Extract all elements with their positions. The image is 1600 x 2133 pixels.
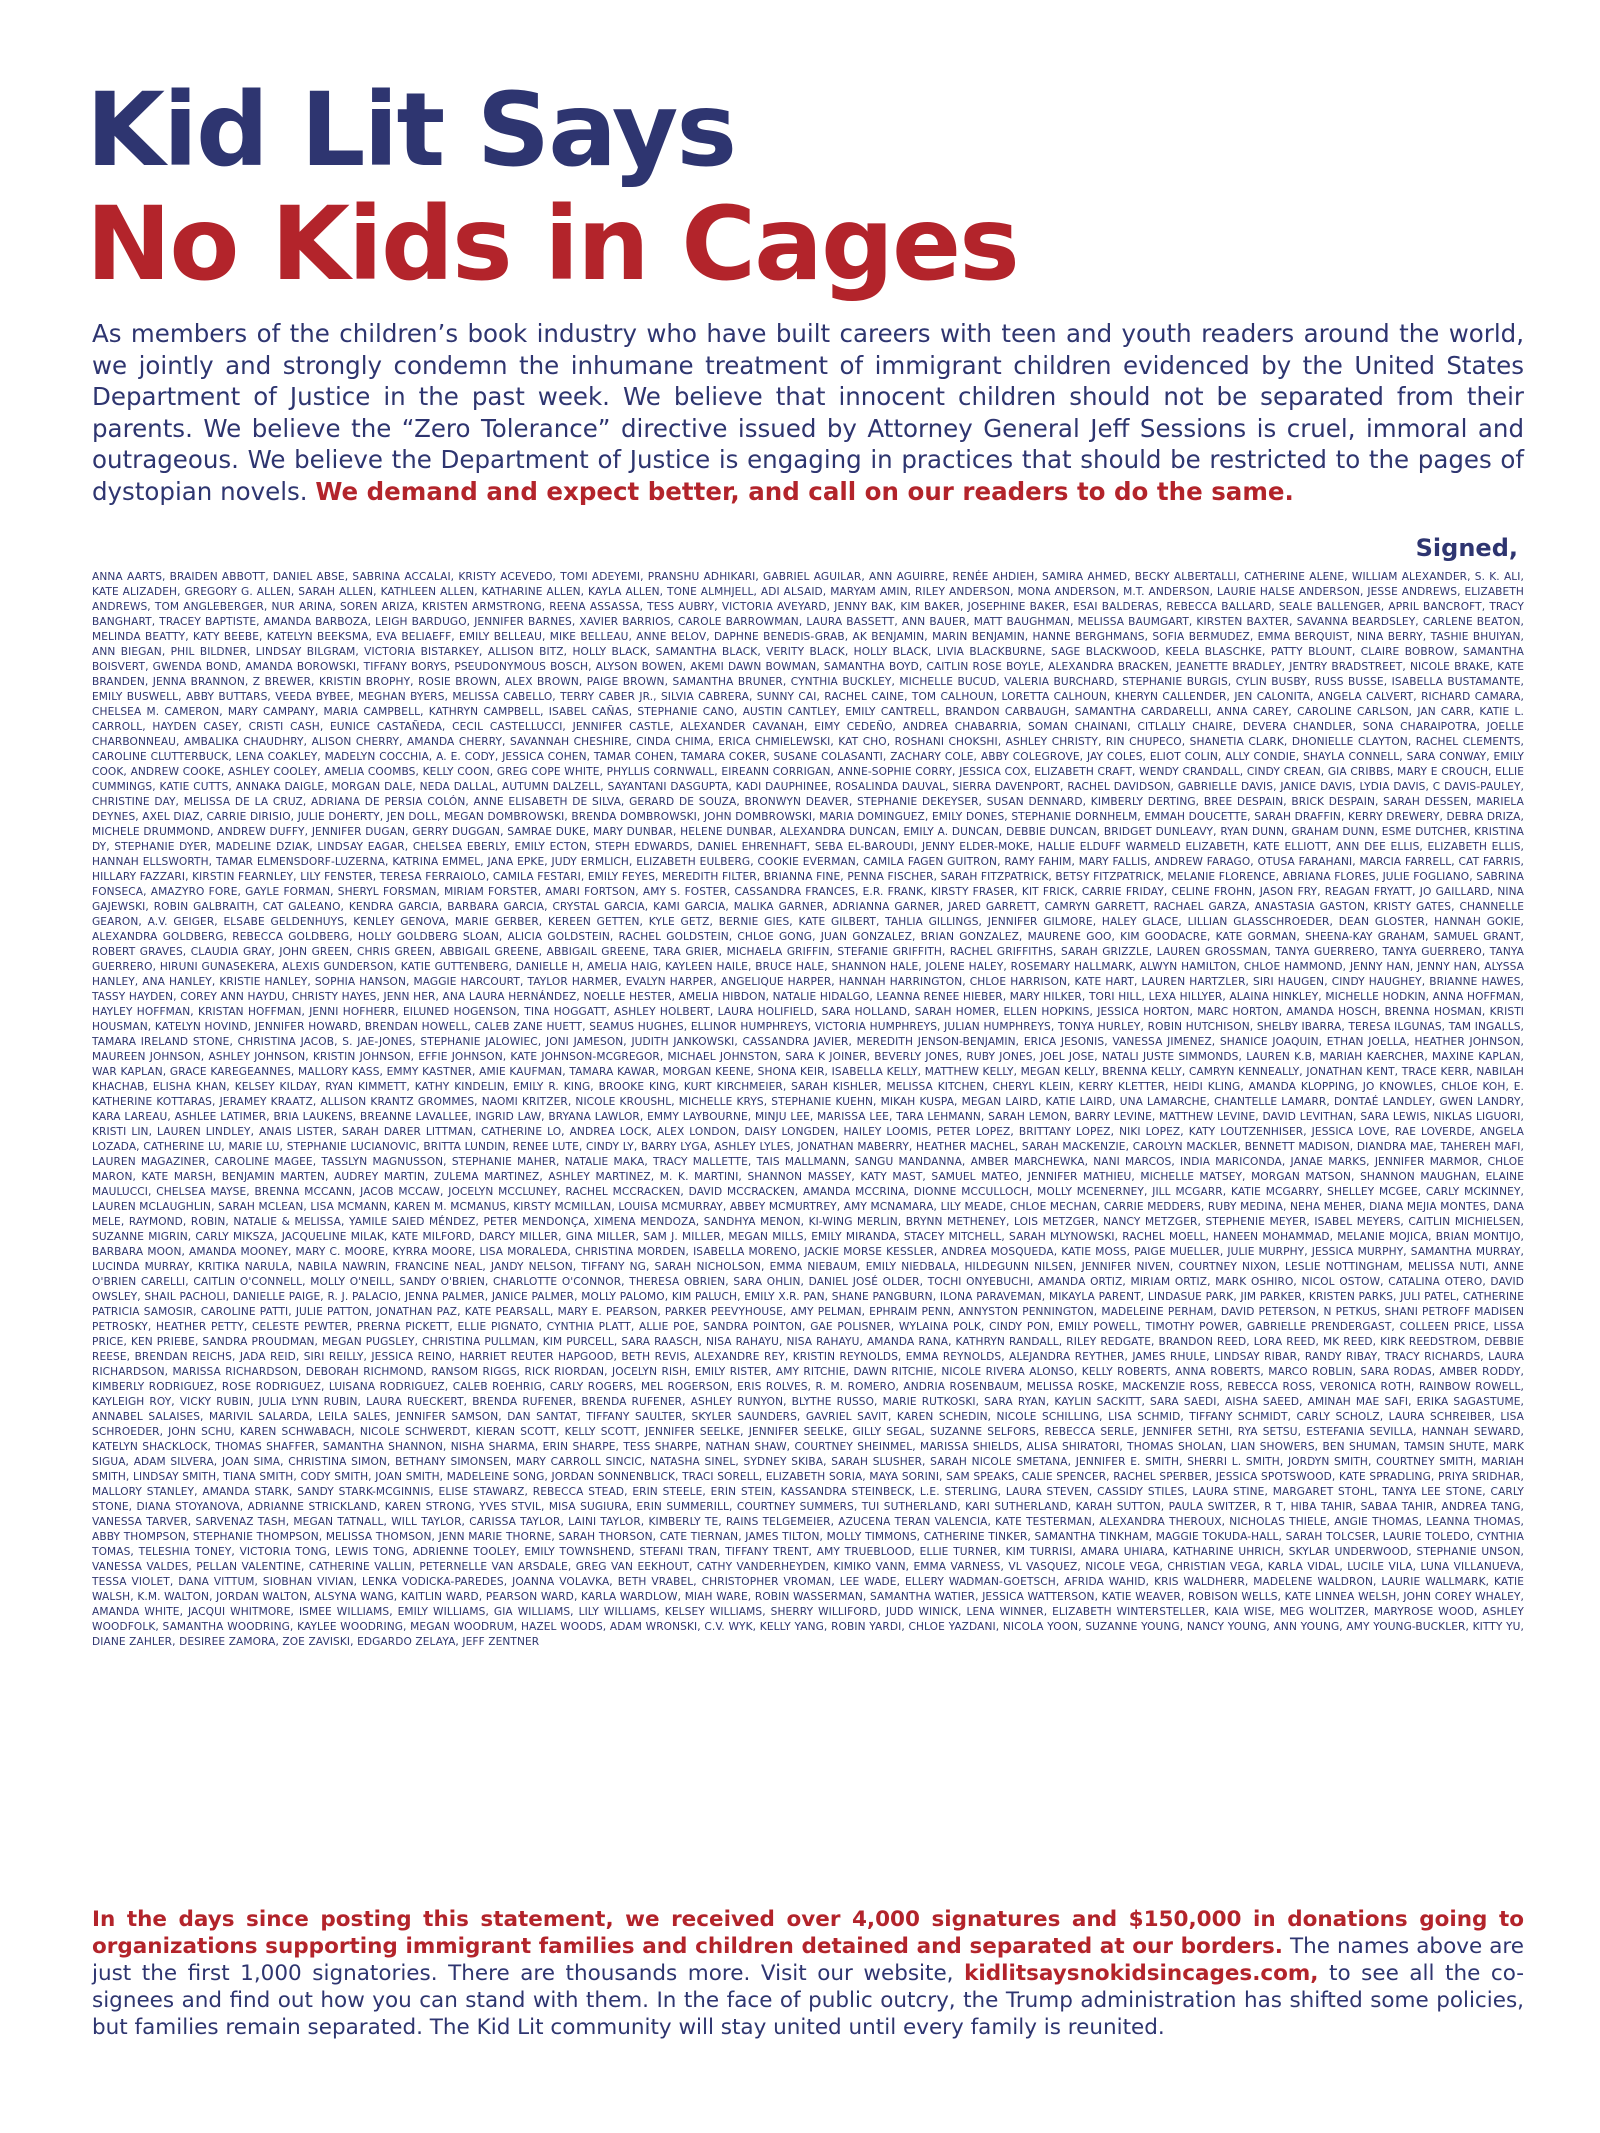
closing-statement [92,1906,1524,2041]
intro-emphasis: We demand and expect better, and call on our readers to do the same. [315,476,1294,506]
closing-text-2: to see all the co-signees and find out how you can stand with them. In the face of public outcry, the Trump administration has shifted some policies, but families remain separated. The Kid Lit community will stay united until every family is reunited. [92,1961,1524,2040]
signed-label: Signed, [1415,534,1518,562]
closing-text-1: The names above are just the first 1,000 signatories. There are thousands more. Visit our website, [92,1934,1524,1986]
intro-text: As members of the children’s book industry who have built careers with teen and youth readers around the world, we jointly and strongly condemn the inhumane treatment of immigrant children evidenced by the United States Department of Justice in the past week. We believe that innocent children should not be separated from their parents. We believe the “Zero Tolerance” directive issued by Attorney General Jeff Sessions is cruel, immoral and outrageous. We believe the Department of Justice is engaging in practices that should be restricted to the pages of dystopian novels. [92,319,1524,506]
closing-emphasis: In the days since posting this statement, we received over 4,000 signatures and $150,000 in donations going to organizations supporting immigrant families and children detained and separated at our borders. [92,1907,1524,1959]
intro-statement [92,318,1524,507]
signatory-list: ANNA AARTS, BRAIDEN ABBOTT, DANIEL ABSE, SABRINA ACCALAI, KRISTY ACEVEDO, TOMI ADEYEMI, PRANSHU ADHIKARI, GABRIEL AGUILAR, ANN AGUIRRE, RENÉE AHDIEH, SAMIRA AHMED, BECKY ALBERTALLI, CATHERINE ALENE, WILLIAM ALEXANDER, S. K. ALI, KATE ALIZADEH, GREGORY G. ALLEN, SARAH ALLEN, KATHLEEN ALLEN, KATHARINE ALLEN, KAYLA ALLEN, TONE ALMHJELL, ADI ALSAID, MARYAM AMIN, RILEY ANDERSON, MONA ANDERSON, M.T. ANDERSON, LAURIE HALSE ANDERSON, JESSE ANDREWS, ELIZABETH ANDREWS, TOM ANGLEBERGER, NUR ARINA, SOREN ARIZA, KRISTEN ARMSTRONG, REENA ASSASSA, TESS AUBRY, VICTORIA AVEYARD, JENNY BAK, KIM BAKER, JOSEPHINE BAKER, ESAI BALDERAS, REBECCA BALLARD, SEALE BALLENGER, APRIL BANCROFT, TRACY BANGHART, TRACEY BAPTISTE, AMANDA BARBOZA, LEIGH BARDUGO, JENNIFER BARNES, XAVIER BARRIOS, CAROLE BARROWMAN, LAURA BASSETT, ANN BAUER, MATT BAUGHMAN, MELISSA BAUMGART, KIRSTEN BAXTER, SAVANNA BEARDSLEY, CARLENE BEATON, MELINDA BEATTY, KATY BEEBE, KATELYN BEEKSMA, EVA BELIAEFF, EMILY BELLEAU, MIKE BELLEAU, ANNE BELOV, DAPHNE BENEDIS-GRAB, AK BENJAMIN, MARIN BENJAMIN, HANNE BERGHMANS, SOFIA BERMUDEZ, EMMA BERQUIST, NINA BERRY, TASHIE BHUIYAN, ANN BIEGAN, PHIL BILDNER, LINDSAY BILGRAM, VICTORIA BISTARKEY, ALLISON BITZ, HOLLY BLACK, SAMANTHA BLACK, VERITY BLACK, HOLLY BLACK, LIVIA BLACKBURNE, SAGE BLACKWOOD, KEELA BLASCHKE, PATTY BLOUNT, CLAIRE BOBROW, SAMANTHA BOISVERT, GWENDA BOND, AMANDA BOROWSKI, TIFFANY BORYS, PSEUDONYMOUS BOSCH, ALYSON BOWEN, AKEMI DAWN BOWMAN, SAMANTHA BOYD, CAITLIN ROSE BOYLE, ALEXANDRA BRACKEN, JEANETTE BRADLEY, JENTRY BRADSTREET, NICOLE BRAKE, KATE BRANDEN, JENNA BRANNON, Z BREWER, KRISTIN BROPHY, ROSIE BROWN, ALEX BROWN, PAIGE BROWN, SAMANTHA BRUNER, CYNTHIA BUCKLEY, MICHELLE BUCUD, VALERIA BURCHARD, STEPHANIE BURGIS, CYLIN BUSBY, RUSS BUSSE, ISABELLA BUSTAMANTE, EMILY BUSWELL, ABBY BUTTARS, VEEDA BYBEE, MEGHAN BYERS, MELISSA CABELLO, TERRY CABER JR., SILVIA CABRERA, SUNNY CAI, RACHEL CAINE, TOM CALHOUN, LORETTA CALHOUN, KHERYN CALLENDER, JEN CALONITA, ANGELA CALVERT, RICHARD CAMARA, CHELSEA M. CAMERON, MARY CAMPANY, MARIA CAMPBELL, KATHRYN CAMPBELL, ISABEL CAÑAS, STEPHANIE CANO, AUSTIN CANTLEY, EMILY CANTRELL, BRANDON CARBAUGH, SAMANTHA CARDARELLI, ANNA CAREY, CAROLINE CARLSON, JAN CARR, KATIE L. CARROLL, HAYDEN CASEY, CRISTI CASH, EUNICE CASTAÑEDA, CECIL CASTELLUCCI, JENNIFER CASTLE, ALEXANDER CAVANAH, EIMY CEDEÑO, ANDREA CHABARRIA, SOMAN CHAINANI, CITLALLY CHAIRE, DEVERA CHANDLER, SONA CHARAIPOTRA, JOELLE CHARBONNEAU, AMBALIKA CHAUDHRY, ALISON CHERRY, AMANDA CHERRY, SAVANNAH CHESHIRE, CINDA CHIMA, ERICA CHMIELEWSKI, KAT CHO, ROSHANI CHOKSHI, ASHLEY CHRISTY, RIN CHUPECO, SHANETIA CLARK, DHONIELLE CLAYTON, RACHEL CLEMENTS, CAROLINE CLUTTERBUCK, LENA COAKLEY, MADELYN COCCHIA, A. E. CODY, JESSICA COHEN, TAMAR COHEN, TAMARA COKER, SUSANE COLASANTI, ZACHARY COLE, ABBY COLEGROVE, JAY COLES, ELIOT COLIN, ALLY CONDIE, SHAYLA CONNELL, SARA CONWAY, EMILY COOK, ANDREW COOKE, ASHLEY COOLEY, AMELIA COOMBS, KELLY COON, GREG COPE WHITE, PHYLLIS CORNWALL, EIREANN CORRIGAN, ANNE-SOPHIE CORRY, JESSICA COX, ELIZABETH CRAFT, WENDY CRANDALL, CINDY CREAN, GIA CRIBBS, MARY E CROUCH, ELLIE CUMMINGS, KATIE CUTTS, ANNAKA DAIGLE, MORGAN DALE, NEDA DALLAL, AUTUMN DALZELL, SAYANTANI DASGUPTA, KADI DAUPHINEE, ROSALINDA DAUVAL, SIERRA DAVENPORT, RACHEL DAVIDSON, GABRIELLE DAVIS, JANICE DAVIS, LYDIA DAVIS, C DAVIS-PAULEY, CHRISTINE DAY, MELISSA DE LA CRUZ, ADRIANA DE PERSIA COLÓN, ANNE ELISABETH DE SILVA, GERARD DE SOUZA, BRONWYN DEAVER, STEPHANIE DEKEYSER, SUSAN DENNARD, KIMBERLY DERTING, BREE DESPAIN, BRICK DESPAIN, SARAH DESSEN, MARIELA DEYNES, AXEL DIAZ, CARRIE DIRISIO, JULIE DOHERTY, JEN DOLL, MEGAN DOMBROWSKI, BRENDA DOMBROWSKI, JOHN DOMBROWSKI, MARIA DOMINGUEZ, EMILY DONES, STEPHANIE DORNHELM, EMMAH DOUCETTE, SARAH DRAFFIN, KERRY DREWERY, DEBRA DRIZA, MICHELE DRUMMOND, ANDREW DUFFY, JENNIFER DUGAN, GERRY DUGGAN, SAMRAE DUKE, MARY DUNBAR, HELENE DUNBAR, ALEXANDRA DUNCAN, EMILY A. DUNCAN, DEBBIE DUNCAN, BRIDGET DUNLEAVY, RYAN DUNN, GRAHAM DUNN, ESME DUTCHER, KRISTINA DY, STEPHANIE DYER, MADELINE DZIAK, LINDSAY EAGAR, CHELSEA EBERLY, EMILY ECTON, STEPH EDWARDS, DANIEL EHRENHAFT, SEBA EL-BAROUDI, JENNY ELDER-MOKE, HALLIE ELDUFF WARMELD ELIZABETH, KATE ELLIOTT, ANN DEE ELLIS, ELIZABETH ELLIS, HANNAH ELLSWORTH, TAMAR ELMENSDORF-LUZERNA, KATRINA EMMEL, JANA EPKE, JUDY ERMLICH, ELIZABETH EULBERG, COOKIE EVERMAN, CAMILA FAGEN GUITRON, RAMY FAHIM, MARY FALLIS, ANDREW FARAGO, OTUSA FARAHANI, MARCIA FARRELL, CAT FARRIS, HILLARY FAZZARI, KIRSTIN FEARNLEY, LILY FENSTER, TERESA FERRAIOLO, CAMILA FESTARI, EMILY FEYES, MEREDITH FILTER, BRIANNA FINE, PENNA FISCHER, SARAH FITZPATRICK, BETSY FITZPATRICK, MELANIE FLORENCE, ABRIANA FLORES, JULIE FOGLIANO, SABRINA FONSECA, AMAZYRO FORE, GAYLE FORMAN, SHERYL FORSMAN, MIRIAM FORSTER, AMARI FORTSON, AMY S. FOSTER, CASSANDRA FRANCES, E.R. FRANK, KIRSTY FRASER, KIT FRICK, CARRIE FRIDAY, CELINE FROHN, JASON FRY, REAGAN FRYATT, JO GAILLARD, NINA GAJEWSKI, ROBIN GALBRAITH, CAT GALEANO, KENDRA GARCIA, BARBARA GARCIA, CRYSTAL GARCIA, KAMI GARCIA, MALIKA GARNER, ADRIANNA GARNER, JARED GARRETT, CAMRYN GARRETT, RACHAEL GARZA, ANASTASIA GASTON, KRISTY GATES, CHANNELLE GEARON, A.V. GEIGER, ELSABE GELDENHUYS, KENLEY GENOVA, MARIE GERBER, KEREEN GETTEN, KYLE GETZ, BERNIE GIES, KATE GILBERT, TAHLIA GILLINGS, JENNIFER GILMORE, HALEY GLACE, LILLIAN GLASSCHROEDER, DEAN GLOSTER, HANNAH GOKIE, ALEXANDRA GOLDBERG, REBECCA GOLDBERG, HOLLY GOLDBERG SLOAN, ALICIA GOLDSTEIN, RACHEL GOLDSTEIN, CHLOE GONG, JUAN GONZALEZ, BRIAN GONZALEZ, MAURENE GOO, KIM GOODACRE, KATE GORMAN, SHEENA-KAY GRAHAM, SAMUEL GRANT, ROBERT GRAVES, CLAUDIA GRAY, JOHN GREEN, CHRIS GREEN, ABBIGAIL GREENE, ABBIGAIL GREENE, TARA GRIER, MICHAELA GRIFFIN, STEFANIE GRIFFITH, RACHEL GRIFFITHS, SARAH GRIZZLE, LAUREN GROSSMAN, TANYA GUERRERO, TANYA GUERRERO, TANYA GUERRERO, HIRUNI GUNASEKERA, ALEXIS GUNDERSON, KATIE GUTTENBERG, DANIELLE H, AMELIA HAIG, KAYLEEN HAILE, BRUCE HALE, SHANNON HALE, JOLENE HALEY, ROSEMARY HALLMARK, ALWYN HAMILTON, CHLOE HAMMOND, JENNY HAN, JENNY HAN, ALYSSA HANLEY, ANA HANLEY, KRISTIE HANLEY, SOPHIA HANSON, MAGGIE HARCOURT, TAYLOR HARMER, EVALYN HARPER, ANGELIQUE HARPER, HANNAH HARRINGTON, CHLOE HARRISON, KATE HART, LAUREN HARTZLER, SIRI HAUGEN, CINDY HAUGHEY, BRIANNE HAWES, TASSY HAYDEN, COREY ANN HAYDU, CHRISTY HAYES, JENN HER, ANA LAURA HERNÁNDEZ, NOELLE HESTER, AMELIA HIBDON, NATALIE HIDALGO, LEANNA RENEE HIEBER, MARY HILKER, TORI HILL, LEXA HILLYER, ALAINA HINKLEY, MICHELLE HODKIN, ANNA HOFFMAN, HAYLEY HOFFMAN, KRISTAN HOFFMAN, JENNI HOFHERR, EILUNED HOGENSON, TINA HOGGATT, ASHLEY HOLBERT, LAURA HOLIFIELD, SARA HOLLAND, SARAH HOMER, ELLEN HOPKINS, JESSICA HORTON, MARC HORTON, AMANDA HOSCH, BRENNA HOSMAN, KRISTI HOUSMAN, KATELYN HOVIND, JENNIFER HOWARD, BRENDAN HOWELL, CALEB ZANE HUETT, SEAMUS HUGHES, ELLINOR HUMPHREYS, VICTORIA HUMPHREYS, JULIAN HUMPHREYS, TONYA HURLEY, ROBIN HUTCHISON, SHELBY IBARRA, TERESA ILGUNAS, TAM INGALLS, TAMARA IRELAND STONE, CHRISTINA JACOB, S. JAE-JONES, STEPHANIE JALOWIEC, JONI JAMESON, JUDITH JANKOWSKI, CASSANDRA JAVIER, MEREDITH JENSON-BENJAMIN, ERICA JESONIS, VANESSA JIMENEZ, SHANICE JOAQUIN, ETHAN JOELLA, HEATHER JOHNSON, MAUREEN JOHNSON, ASHLEY JOHNSON, KRISTIN JOHNSON, EFFIE JOHNSON, KATE JOHNSON-MCGREGOR, MICHAEL JOHNSTON, SARA K JOINER, BEVERLY JONES, RUBY JONES, JOEL JOSE, NATALI JUSTE SIMMONDS, LAUREN K.B, MARIAH KAERCHER, MAXINE KAPLAN, WAR KAPLAN, GRACE KAREGEANNES, MALLORY KASS, EMMY KASTNER, AMIE KAUFMAN, TAMARA KAWAR, MORGAN KEENE, SHONA KEIR, ISABELLA KELLY, MATTHEW KELLY, MEGAN KELLY, BRENNA KELLY, CAMRYN KENNEALLY, JONATHAN KENT, TRACE KERR, NABILAH KHACHAB, ELISHA KHAN, KELSEY KILDAY, RYAN KIMMETT, KATHY KINDELIN, EMILY R. KING, BROOKE KING, KURT KIRCHMEIER, SARAH KISHLER, MELISSA KITCHEN, CHERYL KLEIN, KERRY KLETTER, HEIDI KLING, AMANDA KLOPPING, JO KNOWLES, CHLOE KOH, E. KATHERINE KOTTARAS, JERAMEY KRAATZ, ALLISON KRANTZ GROMMES, NAOMI KRITZER, NICOLE KROUSHL, MICHELLE KRYS, STEPHANIE KUEHN, MIKAH KUSPA, MEGAN LAIRD, KATIE LAIRD, UNA LAMARCHE, CHANTELLE LAMARR, DONTAÉ LANDLEY, GWEN LANDRY, KARA LAREAU, ASHLEE LATIMER, BRIA LAUKENS, BREANNE LAVALLEE, INGRID LAW, BRYANA LAWLOR, EMMY LAYBOURNE, MINJU LEE, MARISSA LEE, TARA LEHMANN, SARAH LEMON, BARRY LEVINE, MATTHEW LEVINE, DAVID LEVITHAN, SARA LEWIS, NIKLAS LIGUORI, KRISTI LIN, LAUREN LINDLEY, ANAIS LISTER, SARAH DARER LITTMAN, CATHERINE LO, ANDREA LOCK, ALEX LONDON, DAISY LONGDEN, HAILEY LOOMIS, PETER LOPEZ, BRITTANY LOPEZ, NIKI LOPEZ, KATY LOUTZENHISER, JESSICA LOVE, RAE LOVERDE, ANGELA LOZADA, CATHERINE LU, MARIE LU, STEPHANIE LUCIANOVIC, BRITTA LUNDIN, RENEE LUTE, CINDY LY, BARRY LYGA, ASHLEY LYLES, JONATHAN MABERRY, HEATHER MACHEL, SARAH MACKENZIE, CAROLYN MACKLER, BENNETT MADISON, DIANDRA MAE, TAHEREH MAFI, LAUREN MAGAZINER, CAROLINE MAGEE, TASSLYN MAGNUSSON, STEPHANIE MAHER, NATALIE MAKA, TRACY MALLETTE, TAIS MALLMANN, SANGU MANDANNA, AMBER MARCHEWKA, NANI MARCOS, INDIA MARICONDA, JANAE MARKS, JENNIFER MARMOR, CHLOE MARON, KATE MARSH, BENJAMIN MARTEN, AUDREY MARTIN, ZULEMA MARTINEZ, ASHLEY MARTINEZ, M. K. MARTINI, SHANNON MASSEY, KATY MAST, SAMUEL MATEO, JENNIFER MATHIEU, MICHELLE MATSEY, MORGAN MATSON, SHANNON MAUGHAN, ELAINE MAULUCCI, CHELSEA MAYSE, BRENNA MCCANN, JACOB MCCAW, JOCELYN MCCLUNEY, RACHEL MCCRACKEN, DAVID MCCRACKEN, AMANDA MCCRINA, DIONNE MCCULLOCH, MOLLY MCENERNEY, JILL MCGARR, KATIE MCGARRY, SHELLEY MCGEE, CARLY MCKINNEY, LAUREN MCLAUGHLIN, SARAH MCLEAN, LISA MCMANN, KAREN M. MCMANUS, KIRSTY MCMILLAN, LOUISA MCMURRAY, ABBEY MCMURTREY, AMY MCNAMARA, LILY MEADE, CHLOE MECHAN, CARRIE MEDDERS, RUBY MEDINA, NEHA MEHER, DIANA MEJIA MONTES, DANA MELE, RAYMOND, ROBIN, NATALIE & MELISSA, YAMILE SAIED MÉNDEZ, PETER MENDONÇA, XIMENA MENDOZA, SANDHYA MENON, KI-WING MERLIN, BRYNN METHENEY, LOIS METZGER, NANCY METZGER, STEPHENIE MEYER, ISABEL MEYERS, CAITLIN MICHIELSEN, SUZANNE MIGRIN, CARLY MIKSZA, JACQUELINE MILAK, KATE MILFORD, DARCY MILLER, GINA MILLER, SAM J. MILLER, MEGAN MILLS, EMILY MIRANDA, STACEY MITCHELL, SARAH MLYNOWSKI, RACHEL MOELL, HANEEN MOHAMMAD, MELANIE MOJICA, BRIAN MONTIJO, BARBARA MOON, AMANDA MOONEY, MARY C. MOORE, KYRRA MOORE, LISA MORALEDA, CHRISTINA MORDEN, ISABELLA MORENO, JACKIE MORSE KESSLER, ANDREA MOSQUEDA, KATIE MOSS, PAIGE MUELLER, JULIE MURPHY, JESSICA MURPHY, SAMANTHA MURRAY, LUCINDA MURRAY, KRITIKA NARULA, NABILA NAWRIN, FRANCINE NEAL, JANDY NELSON, TIFFANY NG, SARAH NICHOLSON, EMMA NIEBAUM, EMILY NIEDBALA, HILDEGUNN NILSEN, JENNIFER NIVEN, COURTNEY NIXON, LESLIE NOTTINGHAM, MELISSA NUTI, ANNE O'BRIEN CARELLI, CAITLIN O'CONNELL, MOLLY O'NEILL, SANDY O'BRIEN, CHARLOTTE O'CONNOR, THERESA OBRIEN, SARA OHLIN, DANIEL JOSÉ OLDER, TOCHI ONYEBUCHI, AMANDA ORTIZ, MIRIAM ORTIZ, MARK OSHIRO, NICOL OSTOW, CATALINA OTERO, DAVID OWSLEY, SHAIL PACHOLI, DANIELLE PAIGE, R. J. PALACIO, JENNA PALMER, JANICE PALMER, MOLLY PALOMO, KIM PALUCH, EMILY X.R. PAN, SHANE PANGBURN, ILONA PARAVEMAN, MIKAYLA PARENT, LINDASUE PARK, JIM PARKER, KRISTEN PARKS, JULI PATEL, CATHERINE PATRICIA SAMOSIR, CAROLINE PATTI, JULIE PATTON, JONATHAN PAZ, KATE PEARSALL, MARY E. PEARSON, PARKER PEEVYHOUSE, AMY PELMAN, EPHRAIM PENN, ANNYSTON PENNINGTON, MADELEINE PERHAM, DAVID PETERSON, N PETKUS, SHANI PETROFF MADISEN PETROSKY, HEATHER PETTY, CELESTE PEWTER, PRERNA PICKETT, ELLIE PIGNATO, CYNTHIA PLATT, ALLIE POE, SANDRA POINTON, GAE POLISNER, WYLAINA POLK, CINDY PON, EMILY POWELL, TIMOTHY POWER, GABRIELLE PRENDERGAST, COLLEEN PRICE, LISSA PRICE, KEN PRIEBE, SANDRA PROUDMAN, MEGAN PUGSLEY, CHRISTINA PULLMAN, KIM PURCELL, SARA RAASCH, NISA RAHAYU, NISA RAHAYU, AMANDA RANA, KATHRYN RANDALL, RILEY REDGATE, BRANDON REED, LORA REED, MK REED, KIRK REEDSTROM, DEBBIE REESE, BRENDAN REICHS, JADA REID, SIRI REILLY, JESSICA REINO, HARRIET REUTER HAPGOOD, BETH REVIS, ALEXANDRE REY, KRISTIN REYNOLDS, EMMA REYNOLDS, ALEJANDRA REYTHER, JAMES RHULE, LINDSAY RIBAR, RANDY RIBAY, TRACY RICHARDS, LAURA RICHARDSON, MARISSA RICHARDSON, DEBORAH RICHMOND, RANSOM RIGGS, RICK RIORDAN, JOCELYN RISH, EMILY RISTER, AMY RITCHIE, DAWN RITCHIE, NICOLE RIVERA ALONSO, KELLY ROBERTS, ANNA ROBERTS, MARCO ROBLIN, SARA RODAS, AMBER RODDY, KIMBERLY RODRIGUEZ, ROSE RODRIGUEZ, LUISANA RODRIGUEZ, CALEB ROEHRIG, CARLY ROGERS, MEL ROGERSON, ERIS ROLVES, R. M. ROMERO, ANDRIA ROSENBAUM, MELISSA ROSKE, MACKENZIE ROSS, REBECCA ROSS, VERONICA ROTH, RAINBOW ROWELL, KAYLEIGH ROY, VICKY RUBIN, JULIA LYNN RUBIN, LAURA RUECKERT, BRENDA RUFENER, BRENDA RUFENER, ASHLEY RUNYON, BLYTHE RUSSO, MARIE RUTKOSKI, SARA RYAN, KAYLIN SACKITT, SARA SAEDI, AISHA SAEED, AMINAH MAE SAFI, ERIKA SAGASTUME, ANNABEL SALAISES, MARIVIL SALARDA, LEILA SALES, JENNIFER SAMSON, DAN SANTAT, TIFFANY SAULTER, SKYLER SAUNDERS, GAVRIEL SAVIT, KAREN SCHEDIN, NICOLE SCHILLING, LISA SCHMID, TIFFANY SCHMIDT, CARLY SCHOLZ, LAURA SCHREIBER, LISA SCHROEDER, JOHN SCHU, KAREN SCHWABACH, NICOLE SCHWERDT, KIERAN SCOTT, KELLY SCOTT, JENNIFER SEELKE, JENNIFER SEELKE, GILLY SEGAL, SUZANNE SELFORS, REBECCA SERLE, JENNIFER SETHI, RYA SETSU, ESTEFANIA SEVILLA, HANNAH SEWARD, KATELYN SHACKLOCK, THOMAS SHAFFER, SAMANTHA SHANNON, NISHA SHARMA, ERIN SHARPE, TESS SHARPE, NATHAN SHAW, COURTNEY SHEINMEL, MARISSA SHIELDS, ALISA SHIRATORI, THOMAS SHOLAN, LIAN SHOWERS, BEN SHUMAN, TAMSIN SHUTE, MARK SIGUA, ADAM SILVERA, JOAN SIMA, CHRISTINA SIMON, BETHANY SIMONSEN, MARY CARROLL SINCIC, NATASHA SINEL, SYDNEY SKIBA, SARAH SLUSHER, SARAH NICOLE SMETANA, JENNIFER E. SMITH, SHERRI L. SMITH, JORDYN SMITH, COURTNEY SMITH, MARIAH SMITH, LINDSAY SMITH, TIANA SMITH, CODY SMITH, JOAN SMITH, MADELEINE SONG, JORDAN SONNENBLICK, TRACI SORELL, ELIZABETH SORIA, MAYA SORINI, SAM SPEAKS, CALIE SPENCER, RACHEL SPERBER, JESSICA SPOTSWOOD, KATE SPRADLING, PRIYA SRIDHAR, MALLORY STANLEY, AMANDA STARK, SANDY STARK-MCGINNIS, ELISE STAWARZ, REBECCA STEAD, ERIN STEELE, ERIN STEIN, KASSANDRA STEINBECK, L.E. STERLING, LAURA STEVEN, CASSIDY STILES, LAURA STINE, MARGARET STOHL, TANYA LEE STONE, CARLY STONE, DIANA STOYANOVA, ADRIANNE STRICKLAND, KAREN STRONG, YVES STVIL, MISA SUGIURA, ERIN SUMMERILL, COURTNEY SUMMERS, TUI SUTHERLAND, KARI SUTHERLAND, KARAH SUTTON, PAULA SWITZER, R T, HIBA TAHIR, SABAA TAHIR, ANDREA TANG, VANESSA TARVER, SARVENAZ TASH, MEGAN TATNALL, WILL TAYLOR, CARISSA TAYLOR, LAINI TAYLOR, KIMBERLY TE, RAINS TELGEMEIER, AZUCENA TERAN VALENCIA, KATE TESTERMAN, ALEXANDRA THEROUX, NICHOLAS THIELE, ANGIE THOMAS, LEANNA THOMAS, ABBY THOMPSON, STEPHANIE THOMPSON, MELISSA THOMSON, JENN MARIE THORNE, SARAH THORSON, CATE TIERNAN, JAMES TILTON, MOLLY TIMMONS, CATHERINE TINKER, SAMANTHA TINKHAM, MAGGIE TOKUDA-HALL, SARAH TOLCSER, LAURIE TOLEDO, CYNTHIA TOMAS, TELESHIA TONEY, VICTORIA TONG, LEWIS TONG, ADRIENNE TOOLEY, EMILY TOWNSHEND, STEFANI TRAN, TIFFANY TRENT, AMY TRUEBLOOD, ELLIE TURNER, KIM TURRISI, AMARA UHIARA, KATHARINE UHRICH, SKYLAR UNDERWOOD, STEPHANIE UNSON, VANESSA VALDES, PELLAN VALENTINE, CATHERINE VALLIN, PETERNELLE VAN ARSDALE, GREG VAN EEKHOUT, CATHY VANDERHEYDEN, KIMIKO VANN, EMMA VARNESS, VL VASQUEZ, NICOLE VEGA, CHRISTIAN VEGA, KARLA VIDAL, LUCILE VILA, LUNA VILLANUEVA, TESSA VIOLET, DANA VITTUM, SIOBHAN VIVIAN, LENKA VODICKA-PAREDES, JOANNA VOLAVKA, BETH VRABEL, CHRISTOPHER VROMAN, LEE WADE, ELLERY WADMAN-GOETSCH, AFRIDA WAHID, KRIS WALDHERR, MADELENE WALDRON, LAURIE WALLMARK, KATIE WALSH, K.M. WALTON, JORDAN WALTON, ALSYNA WANG, KAITLIN WARD, PEARSON WARD, KARLA WARDLOW, MIAH WARE, ROBIN WASSERMAN, SAMANTHA WATIER, JESSICA WATTERSON, KATIE WEAVER, ROBISON WELLS, KATE LINNEA WELSH, JOHN COREY WHALEY, AMANDA WHITE, JACQUI WHITMORE, ISMEE WILLIAMS, EMILY WILLIAMS, GIA WILLIAMS, LILY WILLIAMS, KELSEY WILLIAMS, SHERRY WILLIFORD, JUDD WINICK, LENA WINNER, ELIZABETH WINTERSTELLER, KAIA WISE, MEG WOLITZER, MARYROSE WOOD, ASHLEY WOODFOLK, SAMANTHA WOODRING, KAYLEE WOODRING, MEGAN WOODRUM, HAZEL WOODS, ADAM WRONSKI, C.V. WYK, KELLY YANG, ROBIN YARDI, CHLOE YAZDANI, NICOLA YOON, SUZANNE YOUNG, NANCY YOUNG, ANN YOUNG, AMY YOUNG-BUCKLER, KITTY YU, DIANE ZAHLER, DESIREE ZAMORA, ZOE ZAVISKI, EDGARDO ZELAYA, JEFF ZENTNER [92,571,1524,1648]
website-link[interactable]: kidlitsaysnokidsincages.com, [964,1961,1319,1986]
title-line-2: No Kids in Cages [86,185,1018,304]
title-line-1: Kid Lit Says [86,71,736,190]
